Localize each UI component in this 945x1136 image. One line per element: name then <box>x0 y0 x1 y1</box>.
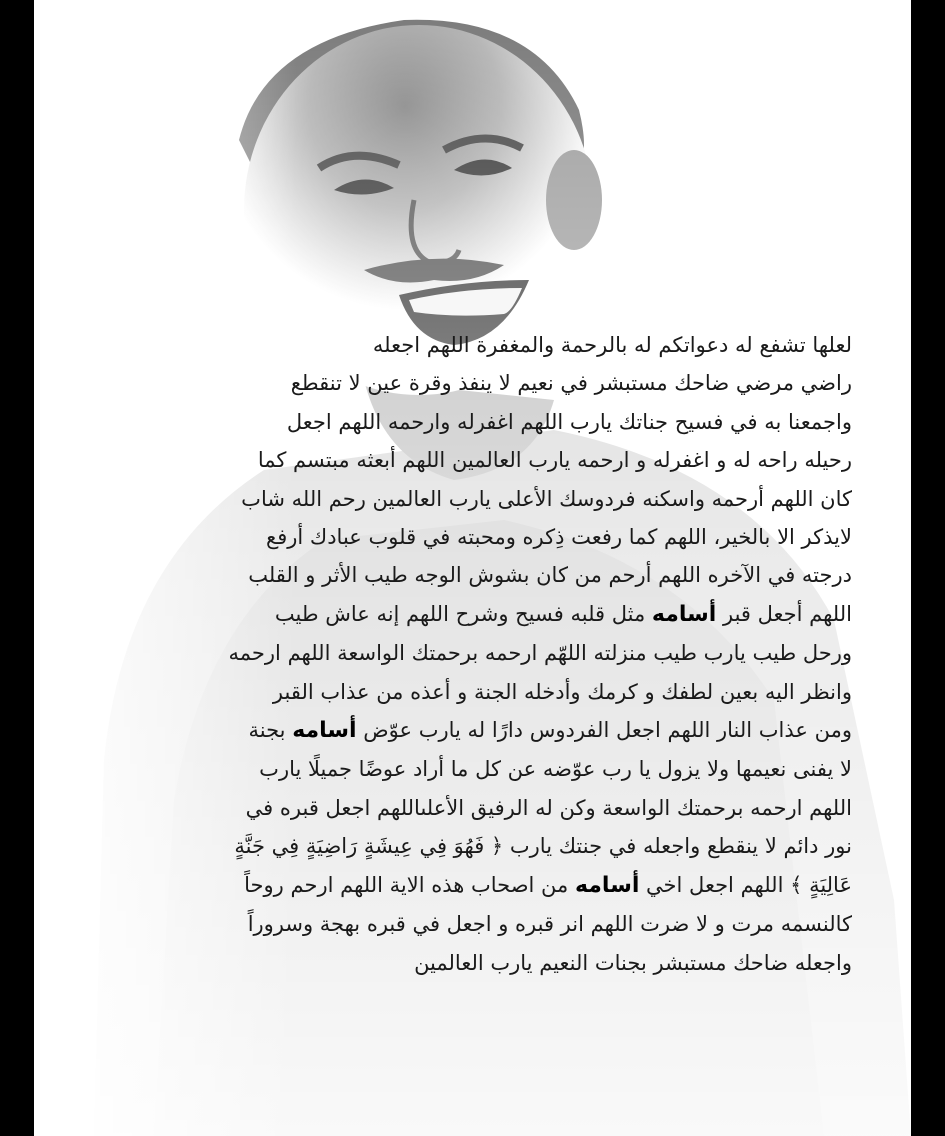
prayer-line: كان اللهم أرحمه واسكنه فردوسك الأعلى يارب العالمين رحم الله شاب <box>241 486 852 511</box>
prayer-line: واجعله ضاحك مستبشر بجنات النعيم يارب العالمين <box>414 950 852 975</box>
deceased-name: أسامه <box>292 718 357 744</box>
prayer-line: راضي مرضي ضاحك مستبشر في نعيم لا ينفذ وقرة عين لا تنقطع <box>290 371 852 396</box>
prayer-text-segment: من اصحاب هذه الاية اللهم ارحم روحاً <box>244 872 575 897</box>
prayer-line <box>92 866 852 905</box>
prayer-line: واجمعنا به في فسيح جناتك يارب اللهم اغفرله وارحمه اللهم اجعل <box>286 409 852 434</box>
prayer-line: اللهم ارحمه برحمتك الواسعة وكن له الرفيق الأعلىاللهم اجعل قبره في <box>245 795 852 820</box>
prayer-text-segment: اللهم أجعل قبر <box>716 601 852 626</box>
prayer-line: كالنسمه مرت و لا ضرت اللهم انر قبره و اجعل في قبره بهجة وسروراً <box>247 912 852 937</box>
prayer-line: درجته في الآخره اللهم أرحم من كان بشوش الوجه طيب الأثر و القلب <box>248 563 852 588</box>
prayer-line: لعلها تشفع له دعواتكم له بالرحمة والمغفرة اللهم اجعله <box>372 333 852 357</box>
prayer-text-segment: ومن عذاب النار اللهم اجعل الفردوس دارًا له يارب عوّض <box>356 718 852 743</box>
prayer-line: نور دائم لا ينقطع واجعله في جنتك يارب ﴿ فَهُوَ فِي عِيشَةٍ رَاضِيَةٍ فِي جَنَّةٍ <box>234 834 852 859</box>
prayer-line: لا يفنى نعيمها ولا يزول يا رب عوّضه عن كل ما أراد عوضًا جميلًا يارب <box>259 757 852 782</box>
prayer-line: رحيله راحه له و اغفرله و ارحمه يارب العالمين اللهم أبعثه مبتسم كما <box>257 448 852 473</box>
prayer-text-segment: مثل قلبه فسيح وشرح اللهم إنه عاش طيب <box>274 601 652 626</box>
prayer-text-segment: عَالِيَةٍ ﴾ اللهم اجعل اخي <box>639 872 852 897</box>
memorial-page <box>34 0 911 1136</box>
prayer-line <box>92 595 852 634</box>
prayer-line: وانظر اليه بعين لطفك و كرمك وأدخله الجنة و أعذه من عذاب القبر <box>272 679 852 704</box>
deceased-name: أسامه <box>651 601 717 627</box>
prayer-text-segment: بجنة <box>248 718 293 743</box>
prayer-line: لايذكر الا بالخير، اللهم كما رفعت ذِكره ومحبته في قلوب عبادك أرفع <box>266 525 852 550</box>
deceased-name: أسامه <box>574 872 640 898</box>
prayer-line: ورحل طيب يارب طيب منزلته اللهّم ارحمه برحمتك الواسعة اللهم ارحمه <box>228 641 852 666</box>
memorial-prayer-text <box>92 326 852 982</box>
prayer-line <box>92 711 852 750</box>
